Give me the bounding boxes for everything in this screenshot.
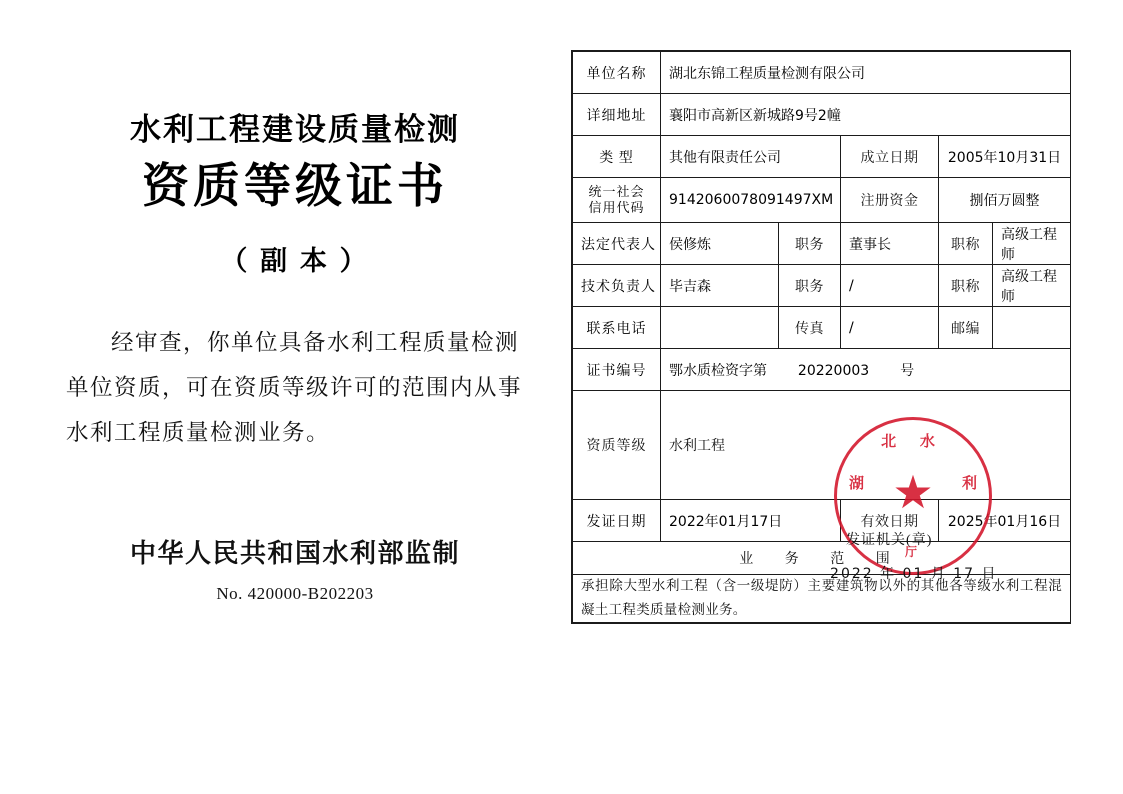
table-row-credit-code [573, 178, 1071, 223]
certificate-body-text [60, 320, 530, 455]
tech-title-label: 职称 [939, 265, 993, 307]
cert-no-prefix: 鄂水质检资字第 [669, 362, 767, 379]
table-row-address [573, 94, 1071, 136]
seal-arc-top-text: 北 水 [881, 434, 945, 451]
issue-date-value: 2022年01月17日 [661, 500, 841, 542]
cert-no-suffix: 号 [900, 362, 915, 379]
page-subtitle: （ 副 本 ） [220, 246, 370, 277]
seal-left-text: 湖 [849, 476, 865, 493]
tech-post-label: 职务 [779, 265, 841, 307]
type-value: 其他有限责任公司 [661, 136, 841, 178]
valid-date-label: 有效日期 [841, 500, 939, 542]
tech-post-value: / [841, 265, 939, 307]
table-row-type [573, 136, 1071, 178]
page-title-line1: 水利工程建设质量检测 [130, 112, 460, 147]
legal-post-value: 董事长 [841, 223, 939, 265]
page-title-line2: 资质等级证书 [142, 161, 448, 214]
capital-label: 注册资金 [841, 178, 939, 223]
found-date-label: 成立日期 [841, 136, 939, 178]
address-value: 襄阳市高新区新城路9号2幢 [661, 94, 1071, 136]
fax-value: / [841, 307, 939, 349]
legal-rep-label: 法定代表人 [573, 223, 661, 265]
fax-label: 传真 [779, 307, 841, 349]
table-row-cert-no [573, 349, 1071, 391]
tech-title-value: 高级工程师 [993, 265, 1071, 307]
phone-label: 联系电话 [573, 307, 661, 349]
found-date-value: 2005年10月31日 [939, 136, 1071, 178]
table-row-scope-body [573, 575, 1071, 623]
body-text-content: 经审查，你单位具备水利工程质量检测单位资质，可在资质等级许可的范围内从事水利工程质量检测业务。 [66, 330, 523, 446]
cert-no-label: 证书编号 [573, 349, 661, 391]
legal-title-value: 高级工程师 [993, 223, 1071, 265]
legal-post-label: 职务 [779, 223, 841, 265]
qualification-value: 水利工程 [661, 391, 1071, 500]
cert-no-cell [661, 349, 1071, 391]
issuing-ministry: 中华人民共和国水利部监制 [129, 539, 460, 569]
type-label: 类 型 [573, 136, 661, 178]
seal-arc-bottom-text: 厅 [905, 545, 922, 560]
credit-code-label-line2: 信用代码 [588, 200, 645, 215]
valid-date-value: 2025年01月16日 [939, 500, 1071, 542]
scope-text: 承担除大型水利工程（含一级堤防）主要建筑物以外的其他各等级水利工程混凝土工程类质量检测业务。 [581, 578, 1063, 618]
certificate-info-table [571, 50, 1071, 624]
zip-value [993, 307, 1071, 349]
seal-right-text: 利 [962, 476, 978, 493]
table-row-legal-rep [573, 223, 1071, 265]
qualification-label: 资质等级 [573, 391, 661, 500]
scope-header: 业 务 范 围 [573, 542, 1071, 575]
unit-name-value: 湖北东锦工程质量检测有限公司 [661, 52, 1071, 94]
zip-label: 邮编 [939, 307, 993, 349]
credit-code-value: 9142060078091497XM [661, 178, 841, 223]
legal-title-label: 职称 [939, 223, 993, 265]
address-label: 详细地址 [573, 94, 661, 136]
document-number: No. 420000-B202203 [216, 584, 374, 604]
credit-code-label [573, 178, 661, 223]
official-seal-icon [834, 417, 992, 575]
unit-name-label: 单位名称 [573, 52, 661, 94]
table-row-tech-lead [573, 265, 1071, 307]
certificate-left-panel [60, 110, 530, 604]
issue-date-label: 发证日期 [573, 500, 661, 542]
seal-date: 2022 年 01 月 17 日 [830, 566, 998, 583]
table-row-unit-name [573, 52, 1071, 94]
phone-value [661, 307, 779, 349]
table-row-contact [573, 307, 1071, 349]
capital-value: 捌佰万圆整 [939, 178, 1071, 223]
seal-area [788, 417, 1048, 602]
credit-code-label-line1: 统一社会 [588, 183, 645, 199]
cert-no-value: 20220003 [797, 362, 870, 379]
star-icon: ★ [892, 467, 934, 519]
tech-lead-value: 毕吉森 [661, 265, 779, 307]
legal-rep-value: 侯修炼 [661, 223, 779, 265]
issuing-authority-label: 发证机关(章) [846, 533, 933, 549]
tech-lead-label: 技术负责人 [573, 265, 661, 307]
